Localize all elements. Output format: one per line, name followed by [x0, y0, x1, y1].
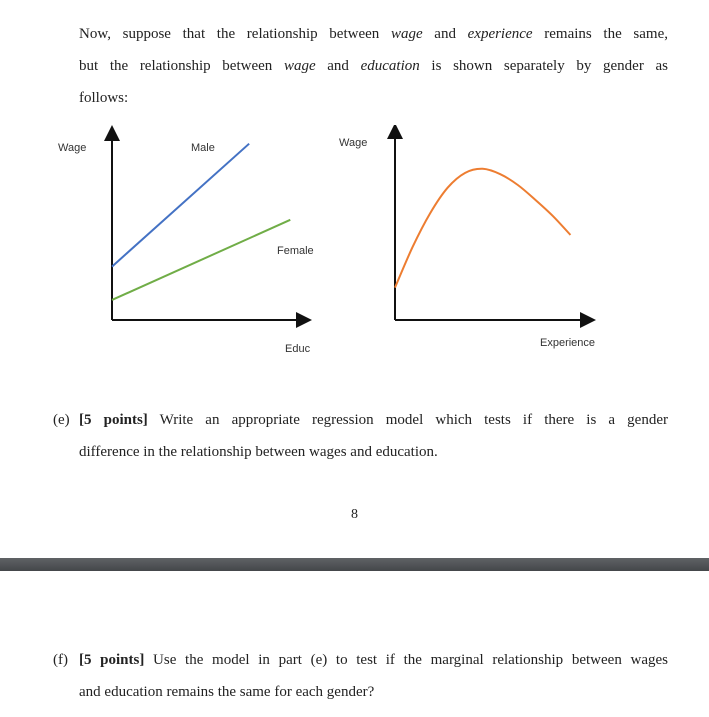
question-f-points: [5 points] — [79, 652, 145, 668]
chart1-legend-female: Female — [277, 245, 314, 257]
intro-line-1: Now, suppose that the relationship between wage and experience remains the same, — [79, 26, 668, 42]
page-divider — [0, 558, 709, 571]
chart1-ylabel: Wage — [58, 142, 87, 154]
intro-line-3: follows: — [79, 90, 129, 106]
figure-charts — [0, 125, 709, 365]
chart2-series-wage-experience — [395, 169, 570, 288]
question-e-text — [79, 404, 668, 468]
question-e-line-2: difference in the relationship between wages and education. — [79, 444, 438, 460]
question-f-line-1: [5 points] Use the model in part (e) to test if the marginal relationship between wages — [79, 652, 668, 668]
intro-paragraph — [79, 18, 668, 114]
question-f-line-2: and education remains the same for each gender? — [79, 684, 375, 700]
page-9 — [0, 571, 709, 717]
question-e-line-1: [5 points] Write an appropriate regression model which tests if there is a gender — [79, 412, 668, 428]
chart2-xlabel: Experience — [540, 337, 596, 349]
chart2-series — [395, 169, 570, 288]
question-f-label: (f) — [53, 652, 68, 668]
question-e-label: (e) — [53, 412, 70, 428]
chart1-series — [112, 144, 290, 300]
chart1-series-female — [112, 220, 290, 300]
chart2-ylabel: Wage — [339, 137, 368, 149]
question-f-text — [79, 644, 668, 708]
question-e-points: [5 points] — [79, 412, 148, 428]
chart1-xlabel: Educ — [285, 343, 311, 355]
intro-line-2: but the relationship between wage and education is shown separately by gender as — [79, 58, 668, 74]
page-number: 8 — [351, 507, 358, 522]
chart1-legend-male: Male — [191, 142, 215, 154]
